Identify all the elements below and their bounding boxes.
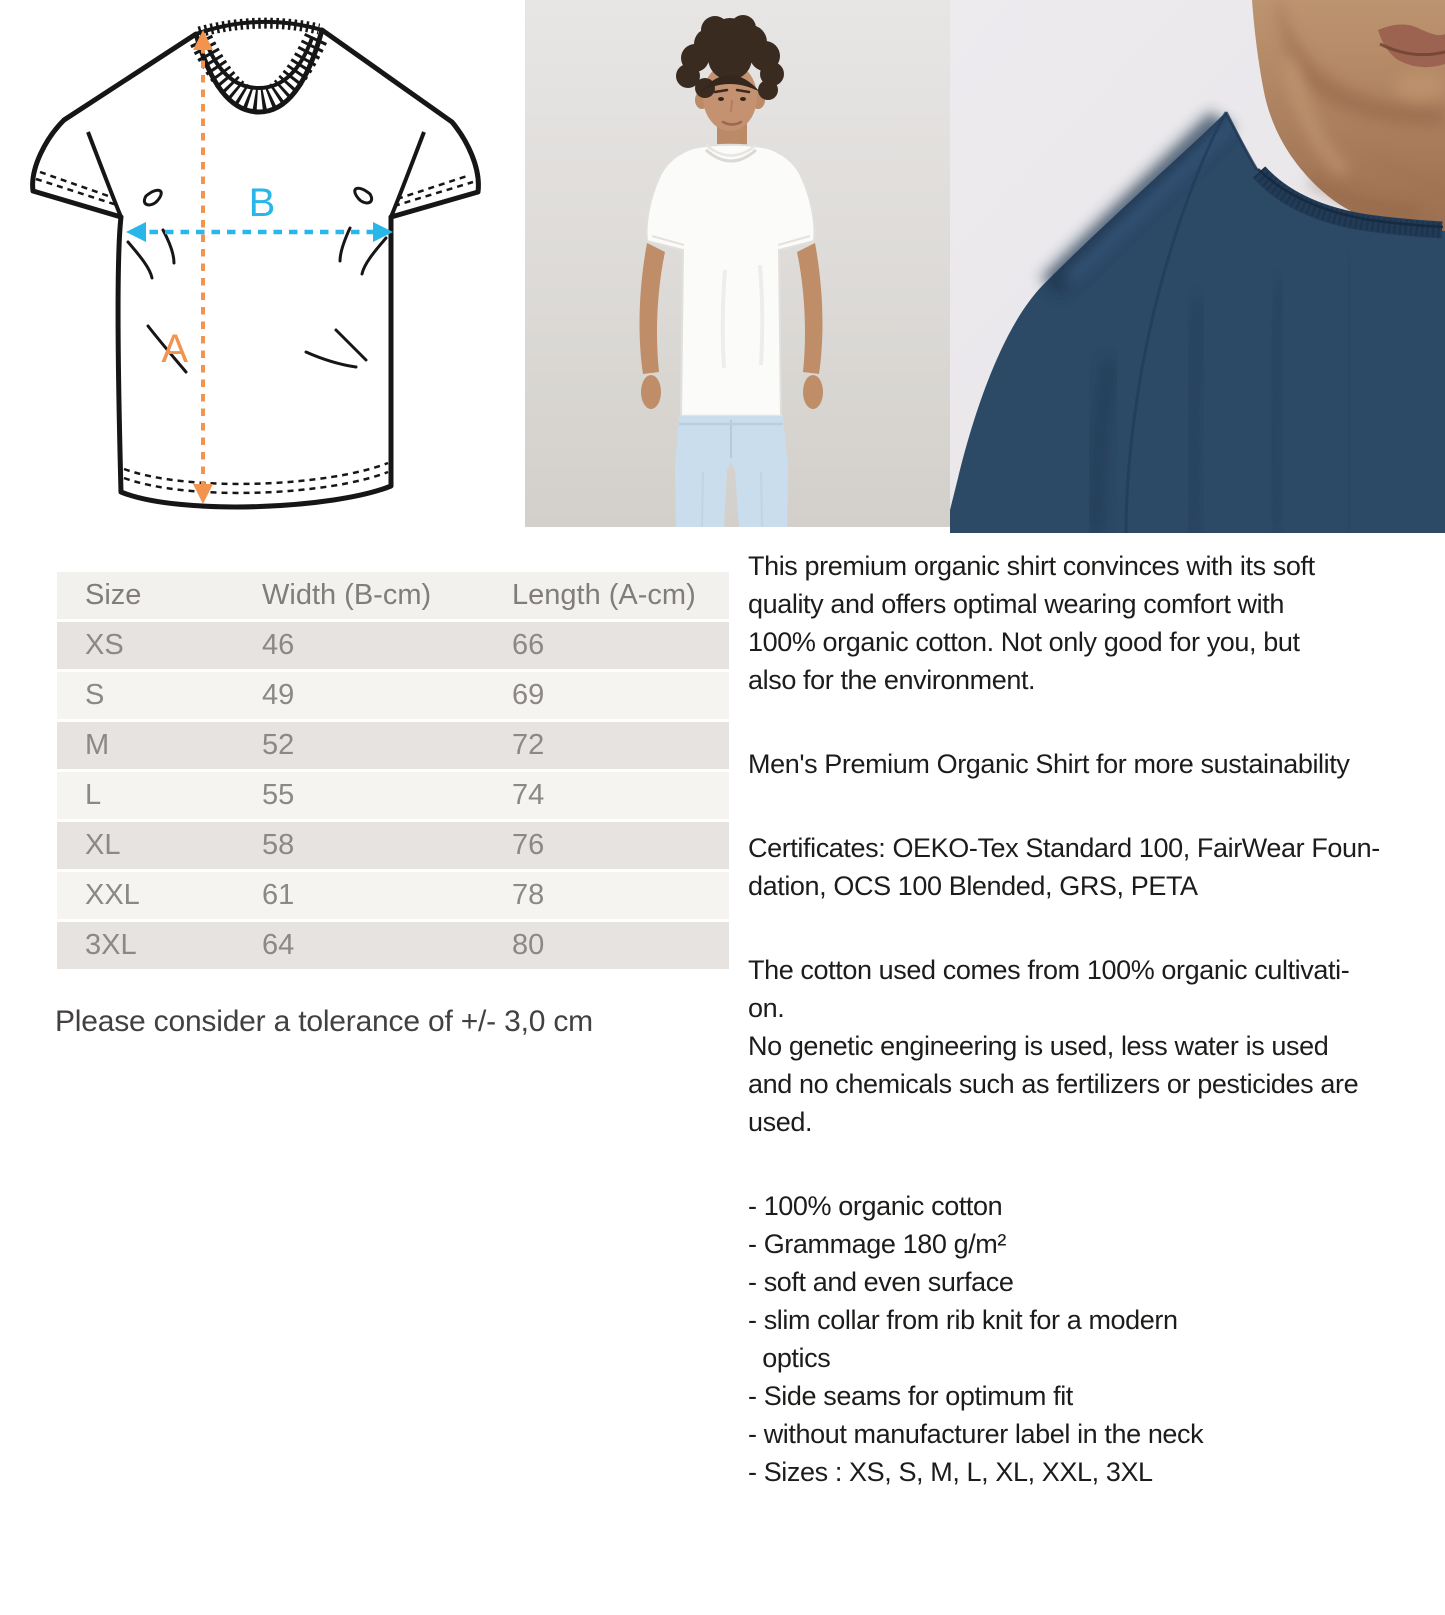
table-row	[57, 772, 729, 819]
table-cell: 64	[262, 929, 295, 961]
closeup-photo-svg	[950, 0, 1445, 533]
description-line: No genetic engineering is used, less water is used	[748, 1031, 1329, 1061]
description-line: used.	[748, 1107, 813, 1137]
label-b: B	[248, 181, 276, 225]
table-cell: 58	[262, 829, 295, 861]
tolerance-note: Please consider a tolerance of +/- 3,0 cm	[55, 1005, 593, 1038]
tshirt-diagram-svg	[0, 0, 525, 533]
size-table	[57, 572, 729, 972]
table-header-row	[57, 572, 729, 619]
table-cell: 55	[262, 779, 295, 811]
table-cell: XXL	[85, 879, 140, 911]
tshirt-measurement-diagram	[0, 0, 525, 533]
table-cell: 49	[262, 679, 295, 711]
description-line: Men's Premium Organic Shirt for more sustainability	[748, 749, 1350, 779]
table-cell: 66	[512, 629, 545, 661]
model-photo	[525, 0, 950, 527]
table-cell: 72	[512, 729, 545, 761]
table-row	[57, 672, 729, 719]
table-cell: 46	[262, 629, 295, 661]
description-paragraph	[748, 745, 1445, 783]
table-row	[57, 872, 729, 919]
description-paragraph	[748, 951, 1445, 1141]
description-line: on.	[748, 993, 785, 1023]
table-cell: 52	[262, 729, 295, 761]
description-line: - Side seams for optimum fit	[748, 1381, 1073, 1411]
table-cell: 76	[512, 829, 545, 861]
description-line: The cotton used comes from 100% organic cultivati-	[748, 955, 1350, 985]
description-line: dation, OCS 100 Blended, GRS, PETA	[748, 871, 1198, 901]
description-line: optics	[748, 1343, 831, 1373]
description-line: - Sizes : XS, S, M, L, XL, XXL, 3XL	[748, 1457, 1153, 1487]
product-description	[748, 547, 1445, 1537]
table-cell: 74	[512, 779, 545, 811]
closeup-photo	[950, 0, 1445, 533]
table-row	[57, 922, 729, 969]
table-cell: S	[85, 679, 105, 711]
table-cell: L	[85, 779, 102, 811]
column-header-width: Width (B-cm)	[262, 579, 432, 611]
description-line: - without manufacturer label in the neck	[748, 1419, 1204, 1449]
description-line: and no chemicals such as fertilizers or pesticides are	[748, 1069, 1359, 1099]
description-line: 100% organic cotton. Not only good for you, but	[748, 627, 1300, 657]
table-cell: 69	[512, 679, 545, 711]
column-header-length: Length (A-cm)	[512, 579, 696, 611]
column-header-size: Size	[85, 579, 142, 611]
description-paragraph	[748, 547, 1445, 699]
table-cell: 61	[262, 879, 295, 911]
table-cell: XL	[85, 829, 121, 861]
description-line: - slim collar from rib knit for a modern	[748, 1305, 1178, 1335]
table-body	[57, 622, 729, 969]
table-cell: 78	[512, 879, 545, 911]
table-row	[57, 622, 729, 669]
table-row	[57, 822, 729, 869]
description-paragraph	[748, 1187, 1445, 1491]
table-cell: 80	[512, 929, 545, 961]
model-photo-svg	[525, 0, 950, 527]
table-cell: 3XL	[85, 929, 137, 961]
description-paragraph	[748, 829, 1445, 905]
label-a: A	[161, 327, 188, 371]
table-cell: XS	[85, 629, 124, 661]
description-line: This premium organic shirt convinces with its soft	[748, 551, 1315, 581]
description-line: Certificates: OEKO-Tex Standard 100, FairWear Foun-	[748, 833, 1380, 863]
description-line: also for the environment.	[748, 665, 1036, 695]
description-line: - soft and even surface	[748, 1267, 1014, 1297]
description-line: - Grammage 180 g/m²	[748, 1229, 1006, 1259]
table-cell: M	[85, 729, 110, 761]
description-line: quality and offers optimal wearing comfort with	[748, 589, 1284, 619]
description-line: - 100% organic cotton	[748, 1191, 1003, 1221]
table-row	[57, 722, 729, 769]
